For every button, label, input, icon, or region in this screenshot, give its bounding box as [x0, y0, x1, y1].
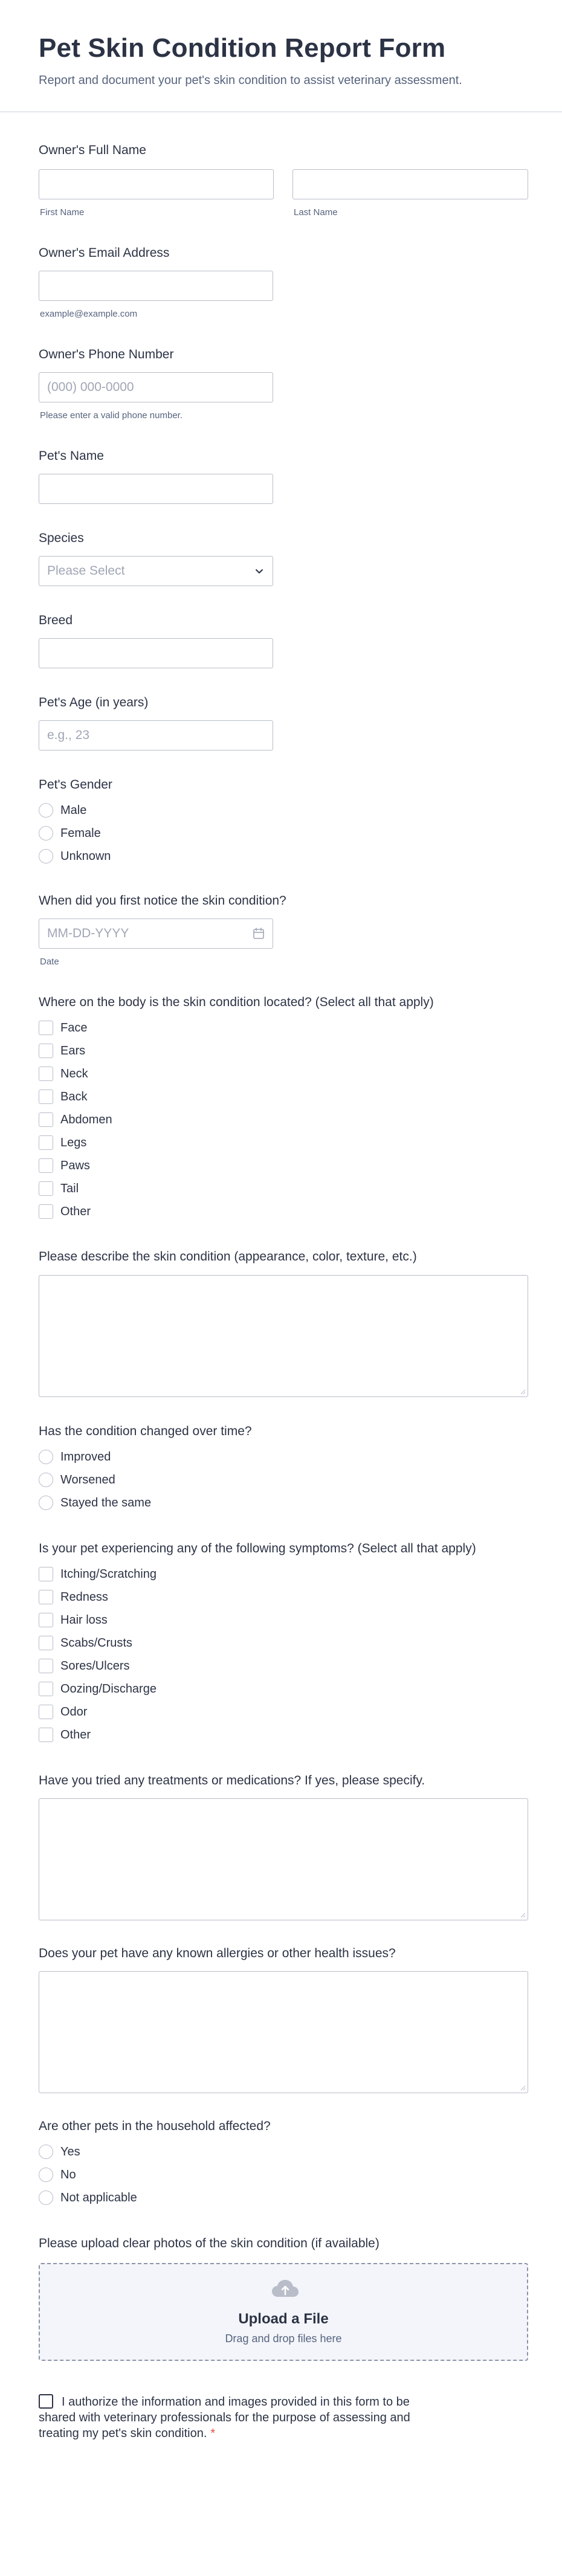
changed-label: Has the condition changed over time? [39, 1424, 252, 1438]
checkbox[interactable] [39, 1044, 53, 1058]
owner-name-question [39, 143, 528, 158]
option-label: Female [60, 827, 101, 840]
required-marker: * [210, 2427, 216, 2440]
option-label: Tail [60, 1182, 79, 1195]
consent-text-body: I authorize the information and images provided in this form to be shared with veterinary professionals for the purpose of assessing and treating my pet's skin condition. [39, 2395, 410, 2440]
option-label: Other [60, 1728, 91, 1742]
option-label: Abdomen [60, 1113, 112, 1126]
species-select[interactable] [39, 556, 273, 586]
option-label: Scabs/Crusts [60, 1636, 132, 1650]
option-label: Oozing/Discharge [60, 1682, 157, 1696]
checkbox[interactable] [39, 1021, 53, 1035]
option-label: Unknown [60, 850, 111, 863]
symptoms-question [39, 1541, 528, 1557]
description-question [39, 1249, 528, 1265]
form-header [0, 0, 562, 112]
treatments-question [39, 1773, 528, 1789]
breed-label: Breed [39, 613, 73, 627]
description-label: Please describe the skin condition (appearance, color, texture, etc.) [39, 1250, 417, 1264]
allergies-textarea[interactable] [39, 1971, 528, 2093]
checkbox[interactable] [39, 1204, 53, 1219]
first-notice-question [39, 893, 528, 909]
form-subtitle: Report and document your pet's skin condition to assist veterinary assessment. [39, 74, 462, 87]
changed-question [39, 1424, 528, 1439]
radio-button[interactable] [39, 849, 53, 864]
pet-name-input[interactable] [39, 474, 273, 504]
gender-option-unknown[interactable] [39, 848, 111, 864]
option-label: Not applicable [60, 2191, 137, 2204]
option-label: Back [60, 1090, 88, 1103]
gender-option-male[interactable] [39, 802, 86, 818]
option-label: Worsened [60, 1473, 115, 1487]
pet-gender-question [39, 777, 528, 793]
checkbox[interactable] [39, 1705, 53, 1719]
option-label: Improved [60, 1450, 111, 1464]
location-option-abdomen[interactable] [39, 1112, 112, 1128]
location-option-other[interactable] [39, 1204, 91, 1219]
option-label: Odor [60, 1705, 88, 1719]
symptom-option-hair-loss[interactable] [39, 1612, 108, 1628]
option-label: Legs [60, 1136, 87, 1149]
symptom-option-scabs[interactable] [39, 1635, 132, 1651]
option-label: Yes [60, 2145, 80, 2158]
radio-button[interactable] [39, 1496, 53, 1510]
last-name-sublabel: Last Name [294, 207, 338, 218]
option-label: Neck [60, 1067, 88, 1080]
body-location-question [39, 995, 528, 1010]
first-notice-label: When did you first notice the skin condition? [39, 894, 286, 908]
date-input[interactable] [39, 918, 273, 949]
pet-name-question [39, 448, 528, 464]
last-name-input[interactable] [292, 169, 528, 199]
pet-age-input[interactable] [39, 720, 273, 751]
option-label: Face [60, 1021, 88, 1035]
location-option-back[interactable] [39, 1089, 87, 1105]
allergies-question [39, 1946, 528, 1961]
checkbox[interactable] [39, 1682, 53, 1696]
photos-label: Please upload clear photos of the skin condition (if available) [39, 2236, 380, 2250]
checkbox[interactable] [39, 1135, 53, 1150]
symptom-option-redness[interactable] [39, 1589, 108, 1605]
date-sublabel: Date [40, 957, 59, 967]
calendar-icon[interactable] [253, 927, 265, 940]
first-name-sublabel: First Name [40, 207, 85, 218]
owner-email-question [39, 245, 528, 261]
checkbox[interactable] [39, 1112, 53, 1127]
pet-gender-label: Pet's Gender [39, 778, 112, 792]
owner-name-label: Owner's Full Name [39, 143, 146, 157]
breed-input[interactable] [39, 638, 273, 668]
species-question [39, 531, 528, 546]
radio-button[interactable] [39, 826, 53, 841]
radio-button[interactable] [39, 2190, 53, 2205]
location-option-paws[interactable] [39, 1158, 90, 1173]
changed-option-same[interactable] [39, 1495, 151, 1511]
consent-checkbox-group[interactable] [39, 2394, 450, 2441]
location-option-neck[interactable] [39, 1066, 88, 1082]
allergies-label: Does your pet have any known allergies or other health issues? [39, 1946, 396, 1960]
owner-email-label: Owner's Email Address [39, 246, 170, 260]
pet-age-question [39, 695, 528, 711]
checkbox[interactable] [39, 1613, 53, 1627]
radio-button[interactable] [39, 803, 53, 818]
other-pets-question [39, 2119, 528, 2134]
gender-option-female[interactable] [39, 825, 101, 841]
treatments-label: Have you tried any treatments or medications? If yes, please specify. [39, 1774, 425, 1787]
checkbox[interactable] [39, 1590, 53, 1604]
location-option-face[interactable] [39, 1020, 87, 1036]
option-label: No [60, 2168, 76, 2181]
photos-question [39, 2236, 528, 2252]
first-name-input[interactable] [39, 169, 274, 199]
symptom-option-itching[interactable] [39, 1566, 157, 1582]
phone-placeholder: (000) 000-0000 [47, 380, 134, 394]
option-label: Redness [60, 1590, 108, 1604]
changed-option-worsened[interactable] [39, 1472, 115, 1488]
file-upload-dropzone[interactable] [39, 2263, 528, 2361]
changed-option-improved[interactable] [39, 1449, 111, 1465]
checkbox[interactable] [39, 1636, 53, 1650]
cloud-upload-icon [270, 2277, 300, 2302]
other-pets-option-no[interactable] [39, 2167, 76, 2183]
email-sublabel: example@example.com [40, 309, 138, 319]
location-option-ears[interactable] [39, 1043, 85, 1059]
location-option-legs[interactable] [39, 1135, 86, 1151]
other-pets-option-na[interactable] [39, 2190, 137, 2206]
symptoms-label: Is your pet experiencing any of the following symptoms? (Select all that apply) [39, 1541, 476, 1555]
description-textarea[interactable] [39, 1275, 528, 1397]
symptom-option-other[interactable] [39, 1727, 91, 1743]
option-label: Ears [60, 1044, 86, 1057]
resize-grip-icon[interactable] [520, 2085, 526, 2091]
checkbox[interactable] [39, 1089, 53, 1104]
option-label: Paws [60, 1159, 90, 1172]
checkbox[interactable] [39, 1659, 53, 1673]
checkbox[interactable] [39, 1158, 53, 1173]
option-label: Male [60, 804, 87, 817]
other-pets-label: Are other pets in the household affected? [39, 2119, 271, 2133]
owner-phone-label: Owner's Phone Number [39, 347, 174, 361]
option-label: Other [60, 1205, 91, 1218]
checkbox[interactable] [39, 1067, 53, 1081]
consent-text [39, 2394, 450, 2441]
symptom-option-sores[interactable] [39, 1658, 129, 1674]
form-title: Pet Skin Condition Report Form [39, 33, 446, 63]
pet-age-placeholder: e.g., 23 [47, 728, 90, 742]
checkbox[interactable] [39, 1567, 53, 1581]
phone-sublabel: Please enter a valid phone number. [40, 410, 182, 421]
radio-button[interactable] [39, 2145, 53, 2159]
option-label: Stayed the same [60, 1496, 152, 1509]
radio-button[interactable] [39, 1450, 53, 1464]
checkbox[interactable] [39, 1181, 53, 1196]
pet-age-label: Pet's Age (in years) [39, 696, 149, 709]
pet-name-label: Pet's Name [39, 449, 104, 463]
email-field[interactable] [39, 271, 273, 301]
symptom-option-odor[interactable] [39, 1704, 87, 1720]
option-label: Itching/Scratching [60, 1567, 157, 1581]
upload-title: Upload a File [238, 2311, 329, 2327]
chevron-down-icon [254, 566, 265, 576]
location-option-tail[interactable] [39, 1181, 79, 1196]
upload-subtitle: Drag and drop files here [225, 2332, 342, 2345]
radio-button[interactable] [39, 2168, 53, 2182]
body-location-label: Where on the body is the skin condition located? (Select all that apply) [39, 995, 434, 1009]
resize-grip-icon[interactable] [520, 1389, 526, 1395]
radio-button[interactable] [39, 1473, 53, 1487]
treatments-textarea[interactable] [39, 1798, 528, 1920]
option-label: Sores/Ulcers [60, 1659, 130, 1673]
other-pets-option-yes[interactable] [39, 2144, 80, 2160]
date-placeholder: MM-DD-YYYY [47, 926, 129, 940]
species-placeholder: Please Select [47, 564, 125, 578]
consent-checkbox[interactable] [39, 2394, 53, 2409]
owner-phone-question [39, 347, 528, 363]
option-label: Hair loss [60, 1613, 108, 1627]
breed-question [39, 613, 528, 628]
species-label: Species [39, 531, 84, 545]
checkbox[interactable] [39, 1728, 53, 1742]
symptom-option-oozing[interactable] [39, 1681, 157, 1697]
phone-field[interactable] [39, 372, 273, 402]
resize-grip-icon[interactable] [520, 1912, 526, 1918]
